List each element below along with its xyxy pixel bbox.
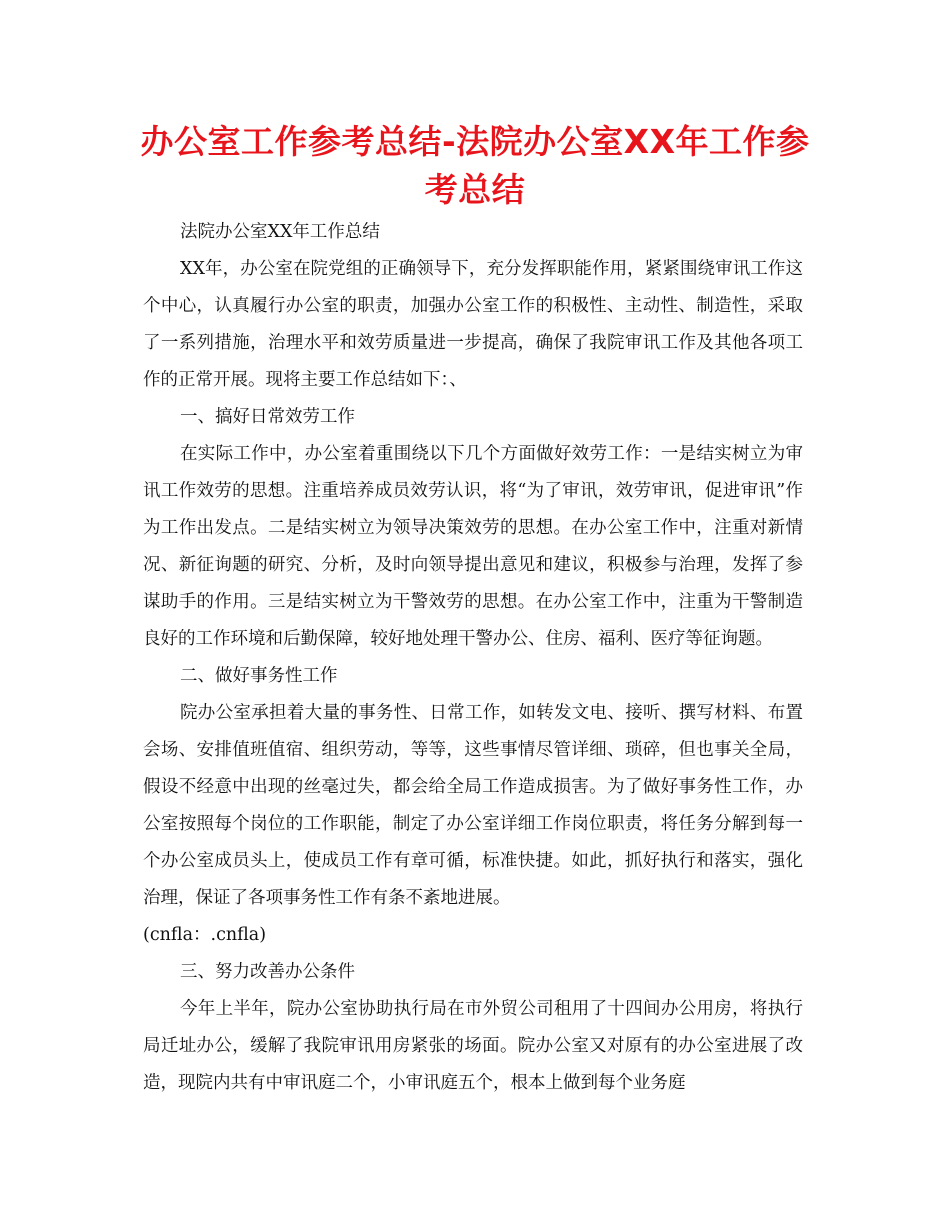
intro-paragraph: XX年，办公室在院党组的正确领导下，充分发挥职能作用，紧紧围绕审讯工作这个中心，认真履行办公室的职责，加强办公室工作的积极性、主动性、制造性，采取了一系列措施，治理水平和效劳质量进一步提高，确保了我院审讯工作及其他各项工作的正常开展。现将主要工作总结如下：、: [143, 259, 803, 390]
section-1-paragraph: 在实际工作中，办公室着重围绕以下几个方面做好效劳工作：一是结实树立为审讯工作效劳的思想。注重培养成员效劳认识，将“为了审讯，效劳审讯，促进审讯”作为工作出发点。二是结实树立为领导决策效劳的思想。在办公室工作中，注重对新情况、新征询题的研究、分析，及时向领导提出意见和建议，积极参与治理，发挥了参谋助手的作用。三是结实树立为干警效劳的思想。在办公室工作中，注重为干警制造良好的工作环境和后勤保障，较好地处理干警办公、住房、福利、医疗等征询题。: [143, 444, 803, 649]
source-note: (cnfla：.cnfla): [143, 925, 267, 945]
document-title: 办公室工作参考总结-法院办公室XX年工作参考总结: [140, 122, 810, 209]
document-body: [143, 214, 803, 1102]
section-heading-2: 二、做好事务性工作: [180, 666, 338, 686]
section-heading-3: 三、努力改善办公条件: [180, 962, 355, 982]
section-3-paragraph: 今年上半年，院办公室协助执行局在市外贸公司租用了十四间办公用房，将执行局迁址办公，缓解了我院审讯用房紧张的场面。院办公室又对原有的办公室进展了改造，现院内共有中审讯庭二个，小审讯庭五个，根本上做到每个业务庭: [143, 999, 803, 1093]
section-2-paragraph: 院办公室承担着大量的事务性、日常工作，如转发文电、接听、撰写材料、布置会场、安排值班值宿、组织劳动，等等，这些事情尽管详细、琐碎，但也事关全局，假设不经意中出现的丝毫过失，都会给全局工作造成损害。为了做好事务性工作，办公室按照每个岗位的工作职能，制定了办公室详细工作岗位职责，将任务分解到每一个办公室成员头上，使成员工作有章可循，标准快捷。如此，抓好执行和落实，强化治理，保证了各项事务性工作有条不紊地进展。: [143, 703, 803, 908]
section-heading-1: 一、搞好日常效劳工作: [180, 407, 355, 427]
document-subtitle: 法院办公室XX年工作总结: [180, 222, 380, 242]
